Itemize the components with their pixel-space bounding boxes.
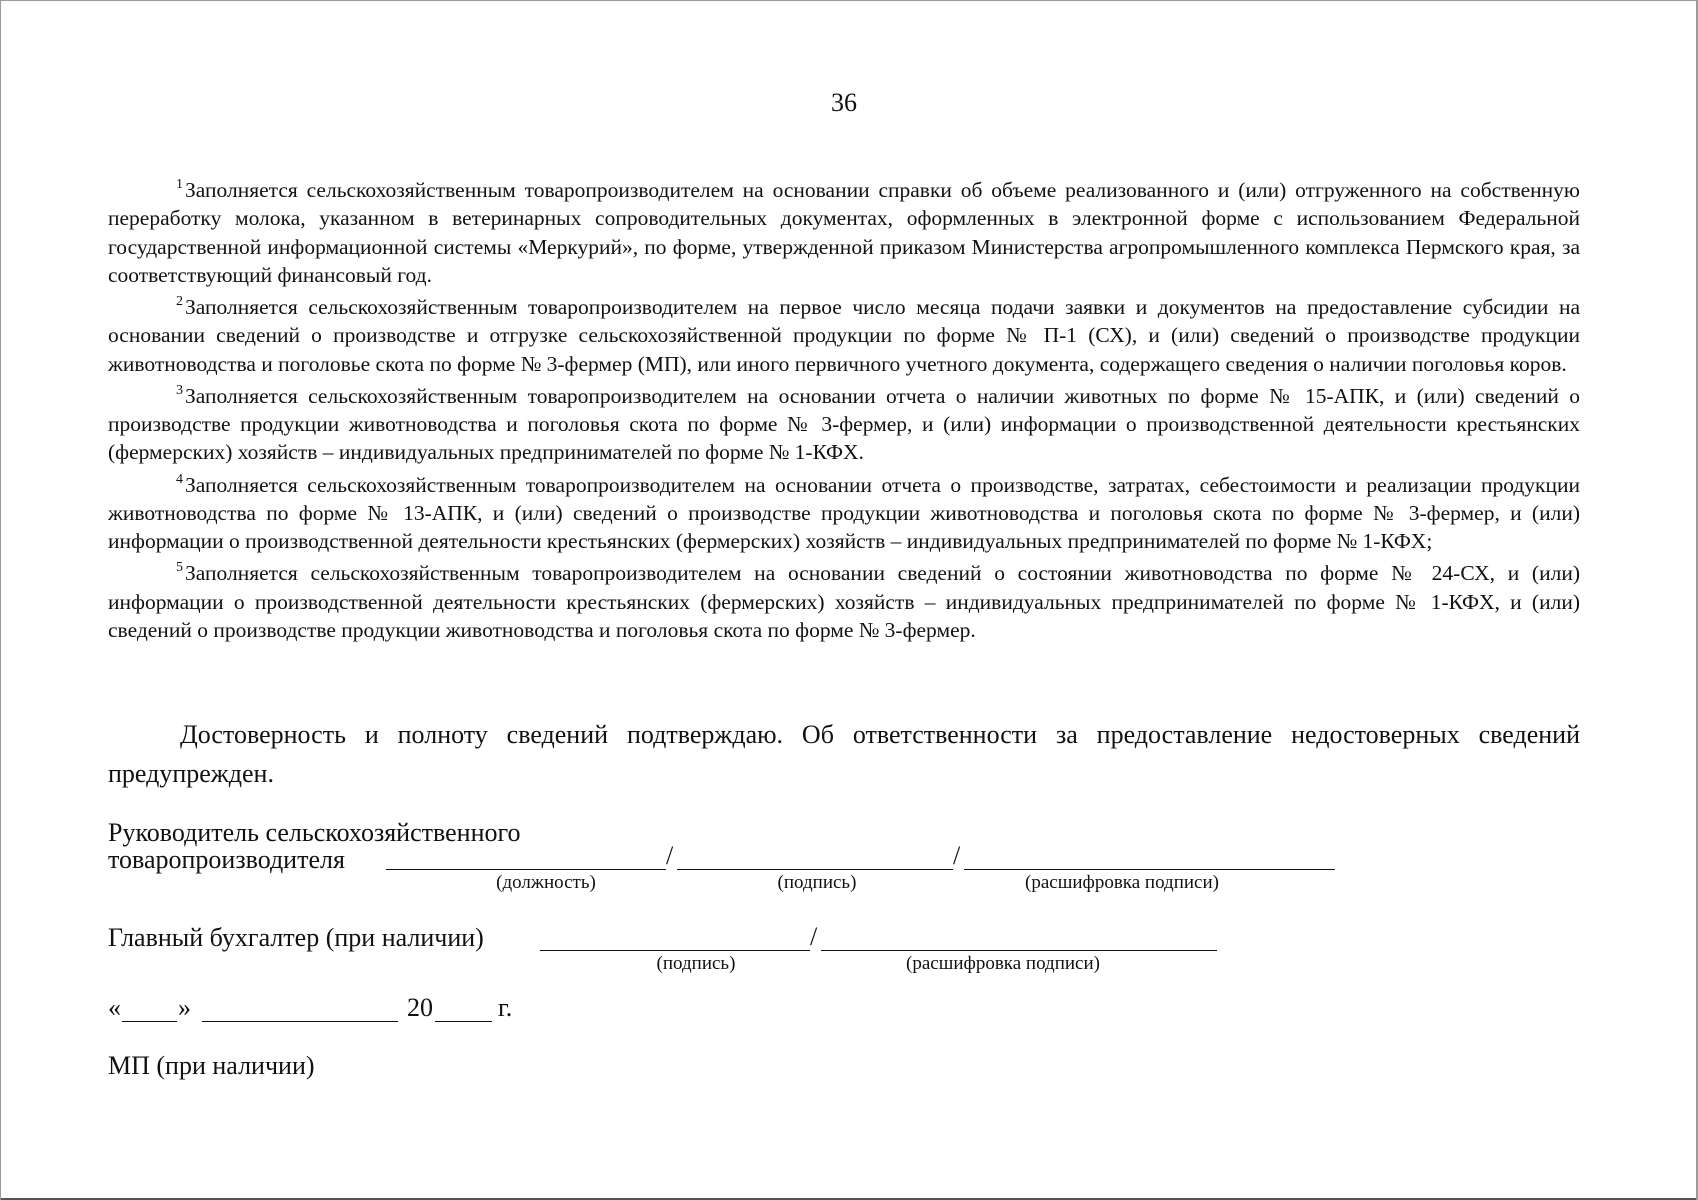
head-label-line1: Руководитель сельскохозяйственного [108, 818, 521, 847]
accountant-caption-signature: (подпись) [656, 953, 736, 974]
accountant-caption-decoding: (расшифровка подписи) [906, 953, 1100, 974]
footnote-text: Заполняется сельскохозяйственным товаропроизводителем на основании справки об объеме реализованного и (или) отгруженного на собственную переработку молока, указанном в ветеринарных сопроводительных документах, оформленных в электронной форме с использованием Федеральной государственной информационной системы «Меркурий», по форме, утвержденной приказом Министерства агропромышленного комплекса Пермского края, за соответствующий финансовый год. [108, 178, 1580, 287]
accountant-label: Главный бухгалтер (при наличии) [108, 923, 484, 952]
date-year-field[interactable] [435, 1021, 492, 1022]
footnote-text: Заполняется сельскохозяйственным товаропроизводителем на основании отчета о наличии животных по форме № 15-АПК, и (или) сведений о производстве продукции животноводства и поголовья скота по форме № 3-фермер, и (или) информации о производственной деятельности крестьянских (фермерских) хозяйств – индивидуальных предпринимателей по форме № 1-КФХ. [108, 383, 1580, 465]
footnote-2 [108, 289, 1580, 378]
footnote-text: Заполняется сельскохозяйственным товаропроизводителем на основании отчета о производстве, затратах, себестоимости и реализации продукции животноводства по форме № 13-АПК, и (или) сведений о производстве продукции животноводства и поголовья скота по форме № 3-фермер, и (или) информации о производственной деятельности крестьянских (фермерских) хозяйств – индивидуальных предпринимателей по форме № 1-КФХ; [108, 472, 1580, 554]
date-close-quote: » [178, 993, 191, 1022]
head-position-field[interactable] [386, 869, 666, 870]
accountant-decoding-field[interactable] [821, 950, 1217, 951]
seal-label: МП (при наличии) [108, 1051, 315, 1080]
footnote-3 [108, 378, 1580, 467]
page-border-top [0, 0, 1698, 1]
head-caption-signature: (подпись) [777, 872, 857, 893]
footnote-marker: 3 [176, 382, 183, 398]
head-caption-decoding: (расшифровка подписи) [1025, 872, 1219, 893]
page-number: 36 [831, 88, 857, 117]
date-year-prefix: 20 [407, 993, 433, 1022]
accountant-signature-field[interactable] [540, 950, 810, 951]
separator-slash: / [953, 841, 961, 870]
footnote-text: Заполняется сельскохозяйственным товаропроизводителем на основании сведений о состоянии животноводства по форме № 24-СХ, и (или) информации о производственной деятельности крестьянских (фермерских) хозяйств – индивидуальных предпринимателей по форме № 1-КФХ, и (или) сведений о производстве продукции животноводства и поголовья скота по форме № 3-фермер. [108, 561, 1580, 642]
date-day-field[interactable] [122, 1021, 177, 1022]
footnote-5 [108, 555, 1580, 644]
footnote-4 [108, 467, 1580, 556]
head-caption-position: (должность) [496, 872, 596, 893]
date-month-field[interactable] [202, 1021, 398, 1022]
date-open-quote: « [108, 993, 121, 1022]
head-signature-field[interactable] [677, 869, 953, 870]
footnote-text: Заполняется сельскохозяйственным товаропроизводителем на первое число месяца подачи заявки и документов на предоставление субсидии на основании сведений о производстве и отгрузке сельскохозяйственной продукции по форме № П-1 (СХ), и (или) сведений о производстве продукции животноводства и поголовье скота по форме № 3-фермер (МП), или иного первичного учетного документа, содержащего сведения о наличии поголовья коров. [108, 295, 1580, 376]
separator-slash: / [810, 922, 818, 951]
page-border-left [0, 0, 1, 1200]
head-label-line2: товаропроизводителя [108, 845, 345, 874]
date-year-suffix: г. [498, 993, 513, 1022]
footnote-marker: 2 [176, 293, 183, 309]
footnote-marker: 5 [176, 560, 183, 576]
separator-slash: / [666, 841, 674, 870]
footnote-marker: 4 [176, 471, 183, 487]
footnotes [108, 172, 1580, 644]
head-decoding-field[interactable] [964, 869, 1335, 870]
declaration-text: Достоверность и полноту сведений подтверждаю. Об ответственности за предоставление недостоверных сведений предупрежден. [108, 720, 1580, 788]
footnote-1 [108, 172, 1580, 289]
footnote-marker: 1 [176, 177, 183, 192]
